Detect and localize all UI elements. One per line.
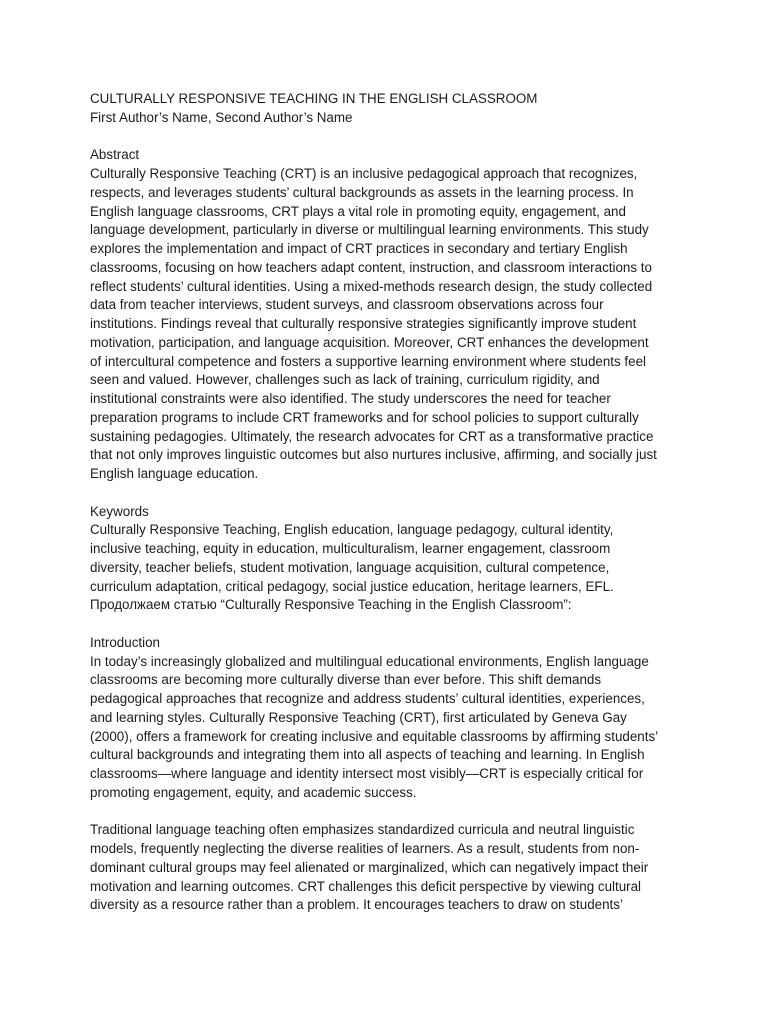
abstract-line: reflect students’ cultural identities. Using a mixed-methods research design, the study collected	[90, 278, 653, 294]
abstract-line: motivation, participation, and language acquisition. Moreover, CRT enhances the development	[90, 334, 649, 350]
intro-line: diversity as a resource rather than a problem. It encourages teachers to draw on students’	[90, 897, 623, 913]
introduction-paragraph-1	[90, 653, 690, 803]
intro-line: (2000), offers a framework for creating inclusive and equitable classrooms by affirming students’	[90, 728, 659, 744]
intro-line: Traditional language teaching often emphasizes standardized curricula and neutral linguistic	[90, 822, 635, 838]
abstract-line: institutions. Findings reveal that culturally responsive strategies significantly improve student	[90, 316, 637, 331]
intro-line: and learning styles. Culturally Responsive Teaching (CRT), first articulated by Geneva Gay	[90, 709, 627, 725]
abstract-line: seen and valued. However, challenges such as lack of training, curriculum rigidity, and	[90, 372, 600, 388]
abstract-line: classrooms, focusing on how teachers adapt content, instruction, and classroom interactions to	[90, 259, 652, 275]
keywords-heading: Keywords	[90, 503, 149, 519]
abstract-line: institutional constraints were also identified. The study underscores the need for teacher	[90, 391, 611, 406]
intro-line: In today’s increasingly globalized and multilingual educational environments, English language	[90, 653, 649, 669]
paper-authors: First Author’s Name, Second Author’s Name	[90, 109, 353, 125]
abstract-line: preparation programs to include CRT frameworks and for school policies to support culturally	[90, 409, 639, 425]
keywords-text	[90, 521, 690, 615]
abstract-heading: Abstract	[90, 147, 140, 163]
keywords-line: inclusive teaching, equity in education, multiculturalism, learner engagement, classroom	[90, 541, 611, 556]
abstract-line: of intercultural competence and fosters a supportive learning environment where students feel	[90, 353, 647, 369]
spacer	[90, 615, 690, 634]
introduction-heading: Introduction	[90, 634, 160, 650]
document-body	[90, 90, 690, 915]
abstract-line: that not only improves linguistic outcomes but also nurtures inclusive, affirming, and socially just	[90, 447, 657, 463]
abstract-line: data from teacher interviews, student surveys, and classroom observations across four	[90, 297, 604, 313]
abstract-line: explores the implementation and impact of CRT practices in secondary and tertiary English	[90, 241, 628, 256]
continuation-note: Продолжаем статью “Culturally Responsive Teaching in the English Classroom”:	[90, 597, 572, 613]
abstract-line: respects, and leverages students’ cultural backgrounds as assets in the learning process. In	[90, 184, 634, 200]
keywords-line: Culturally Responsive Teaching, English education, language pedagogy, cultural identity,	[90, 522, 614, 538]
intro-line: promoting engagement, equity, and academic success.	[90, 784, 417, 800]
intro-line: motivation and learning outcomes. CRT challenges this deficit perspective by viewing cultural	[90, 878, 642, 894]
spacer	[90, 128, 690, 147]
spacer	[90, 484, 690, 503]
paper-title: CULTURALLY RESPONSIVE TEACHING IN THE ENGLISH CLASSROOM	[90, 91, 538, 106]
intro-line: dominant cultural groups may feel alienated or marginalized, which can negatively impact their	[90, 859, 649, 875]
abstract-line: English language classrooms, CRT plays a vital role in promoting equity, engagement, and	[90, 203, 626, 219]
abstract-line: English language education.	[90, 466, 259, 481]
intro-line: classrooms are becoming more culturally diverse than ever before. This shift demands	[90, 672, 602, 688]
abstract-line: sustaining pedagogies. Ultimately, the research advocates for CRT as a transformative practice	[90, 428, 654, 444]
intro-line: cultural backgrounds and integrating them into all aspects of teaching and learning. In English	[90, 747, 645, 763]
intro-line: classrooms—where language and identity intersect most visibly—CRT is especially critical for	[90, 766, 644, 781]
intro-line: pedagogical approaches that recognize and address students’ cultural identities, experiences,	[90, 691, 645, 706]
abstract-text	[90, 165, 690, 484]
abstract-line: Culturally Responsive Teaching (CRT) is an inclusive pedagogical approach that recognizes,	[90, 166, 638, 181]
intro-line: models, frequently neglecting the diverse realities of learners. As a result, students from non-	[90, 841, 640, 856]
introduction-paragraph-2	[90, 821, 690, 915]
abstract-line: language development, particularly in diverse or multilingual learning environments. This study	[90, 222, 649, 238]
keywords-line: curriculum adaptation, critical pedagogy, social justice education, heritage learners, EFL.	[90, 578, 614, 594]
spacer	[90, 803, 690, 822]
keywords-line: diversity, teacher beliefs, student motivation, language acquisition, cultural competence,	[90, 559, 610, 575]
